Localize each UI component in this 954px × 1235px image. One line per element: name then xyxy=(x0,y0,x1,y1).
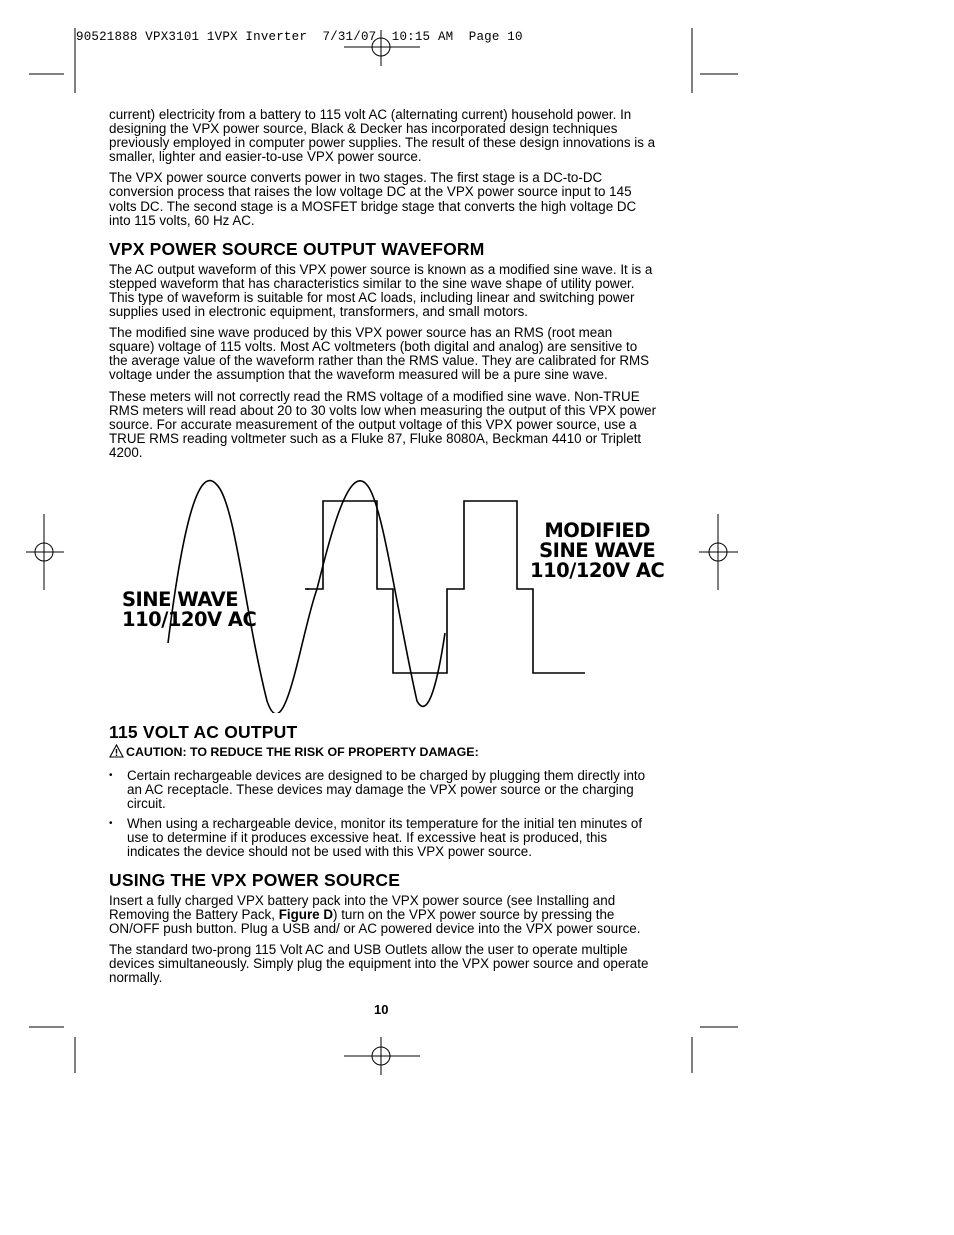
list-item: • When using a rechargeable device, monitor its temperature for the initial ten minutes of use to determine if it produces excessive heat. If excessive heat is produced, this indicates the device should not be used with this VPX power source. xyxy=(109,817,657,859)
waveform-paragraph-1: The AC output waveform of this VPX power source is known as a modified sine wave. It is a stepped waveform that has characteristics similar to the sine wave shape of utility power. This type of waveform is suitable for most AC loads, including linear and switching power supplies used in electronic equipment, transformers, and small motors. xyxy=(109,261,653,320)
registration-mark-right xyxy=(699,514,738,590)
warning-triangle-icon xyxy=(109,744,126,761)
using-paragraph-1-start: Insert a fully charged VPX battery pack into the VPX power source (see Installing and Removing the Battery Pack, xyxy=(109,892,616,922)
page-number: 10 xyxy=(374,1002,389,1017)
list-item: • Certain rechargeable devices are designed to be charged by plugging them directly into an AC receptacle. These devices may damage the VPX power source or the charging circuit. xyxy=(109,769,657,811)
using-heading: USING THE VPX POWER SOURCE xyxy=(109,869,401,890)
caution-bullet-list xyxy=(109,769,657,860)
modified-sine-wave-label: MODIFIED SINE WAVE 110/120V AC xyxy=(530,518,665,582)
waveform-heading: VPX POWER SOURCE OUTPUT WAVEFORM xyxy=(109,238,485,259)
print-slug: 90521888 VPX3101 1VPX Inverter 7/31/07 10:15 AM Page 10 xyxy=(76,30,523,44)
waveform-paragraph-3: These meters will not correctly read the RMS voltage of a modified sine wave. Non-TRUE RMS meters will read about 20 to 30 volts low when measuring the output of this VPX power source. For accurate measurement of the output voltage of this VPX power source, use a TRUE RMS reading voltmeter such as a Fluke 87, Fluke 8080A, Beckman 4410 or Triplett 4200. xyxy=(109,388,657,460)
registration-mark-bottom xyxy=(344,1037,420,1075)
using-paragraph-1-end: ) turn on the VPX power source by pressing the ON/OFF push button. Plug a USB and/ or AC powered device into the VPX power source. xyxy=(109,906,641,936)
intro-paragraph-2: The VPX power source converts power in two stages. The first stage is a DC-to-DC conversion process that raises the low voltage DC at the VPX power source input to 145 volts DC. The second stage is a MOSFET bridge stage that converts the high voltage DC into 115 volts, 60 Hz AC. xyxy=(109,170,637,228)
caution-notice xyxy=(109,744,657,761)
caution-text: CAUTION: TO REDUCE THE RISK OF PROPERTY DAMAGE: xyxy=(126,744,479,759)
figure-reference: Figure D xyxy=(278,906,334,922)
waveform-figure xyxy=(109,473,665,713)
intro-paragraph-1: current) electricity from a battery to 115 volt AC (alternating current) household power. In designing the VPX power source, Black & Decker has incorporated design techniques previously employed in computer power supplies. The result of these design innovations is a smaller, lighter and easier-to-use VPX power source. xyxy=(109,107,656,165)
registration-mark-left xyxy=(26,514,64,590)
using-paragraph-1 xyxy=(109,894,657,936)
waveform-paragraph-2: The modified sine wave produced by this VPX power source has an RMS (root mean square) voltage of 115 volts. Most AC voltmeters (both digital and analog) are sensitive to the average value of the waveform rather than the RMS value. They are calibrated for RMS voltage under the assumption that the waveform measured will be a pure sine wave. xyxy=(109,325,650,383)
sine-wave-label: SINE WAVE 110/120V AC xyxy=(122,587,257,631)
using-paragraph-2: The standard two-prong 115 Volt AC and USB Outlets allow the user to operate multiple devices simultaneously. Simply plug the equipment into the VPX power source and operate normally. xyxy=(109,941,649,985)
ac-output-heading: 115 VOLT AC OUTPUT xyxy=(109,721,298,742)
page-content xyxy=(109,107,665,992)
